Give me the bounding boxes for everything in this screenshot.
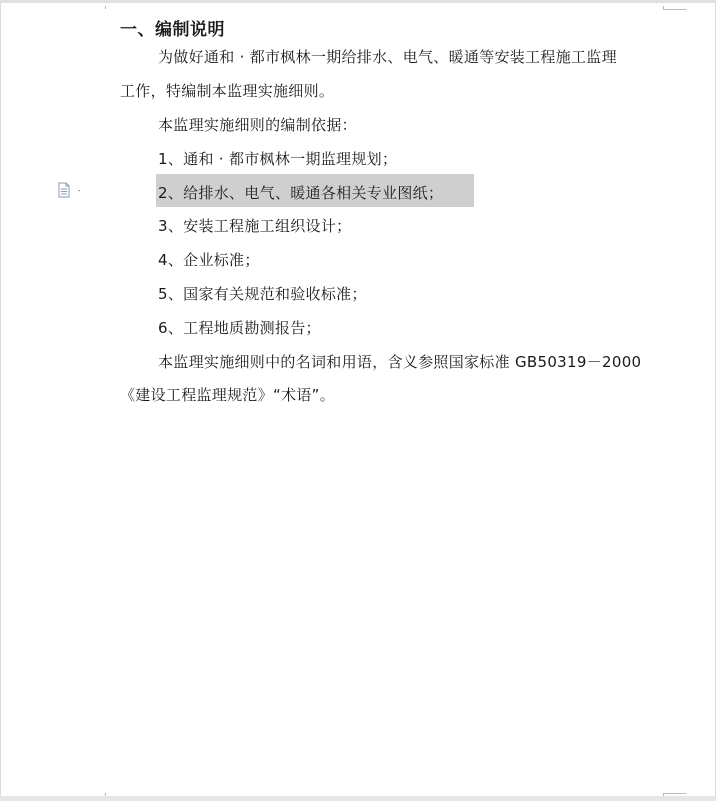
paragraph-line: 工作，特编制本监理实施细则。 — [120, 82, 335, 100]
list-item: 3、安装工程施工组织设计； — [158, 217, 352, 235]
paragraph-line: 本监理实施细则的编制依据： — [158, 116, 357, 134]
page-bottom-edge — [0, 796, 716, 801]
list-item: 4、企业标准； — [158, 251, 260, 269]
list-item: 6、工程地质勘测报告； — [158, 319, 321, 337]
margin-corner-mark — [97, 6, 106, 9]
chevron-down-icon — [78, 190, 81, 192]
list-item: 5、国家有关规范和验收标准； — [158, 285, 367, 303]
paragraph-line: 本监理实施细则中的名词和用语，含义参照国家标准 GB50319－2000 — [158, 353, 642, 371]
section-heading: 一、编制说明 — [120, 20, 225, 40]
paragraph-line: 《建设工程监理规范》“术语”。 — [120, 386, 336, 404]
document-options-icon[interactable] — [58, 182, 84, 198]
document-page[interactable] — [0, 3, 716, 796]
paragraph-line: 为做好通和 · 都市枫林一期给排水、电气、暖通等安装工程施工监理 — [158, 48, 617, 66]
margin-corner-mark — [663, 6, 686, 10]
list-item: 1、通和 · 都市枫林一期监理规划； — [158, 150, 398, 168]
list-item-selected[interactable]: 2、给排水、电气、暖通各相关专业图纸； — [158, 184, 444, 202]
